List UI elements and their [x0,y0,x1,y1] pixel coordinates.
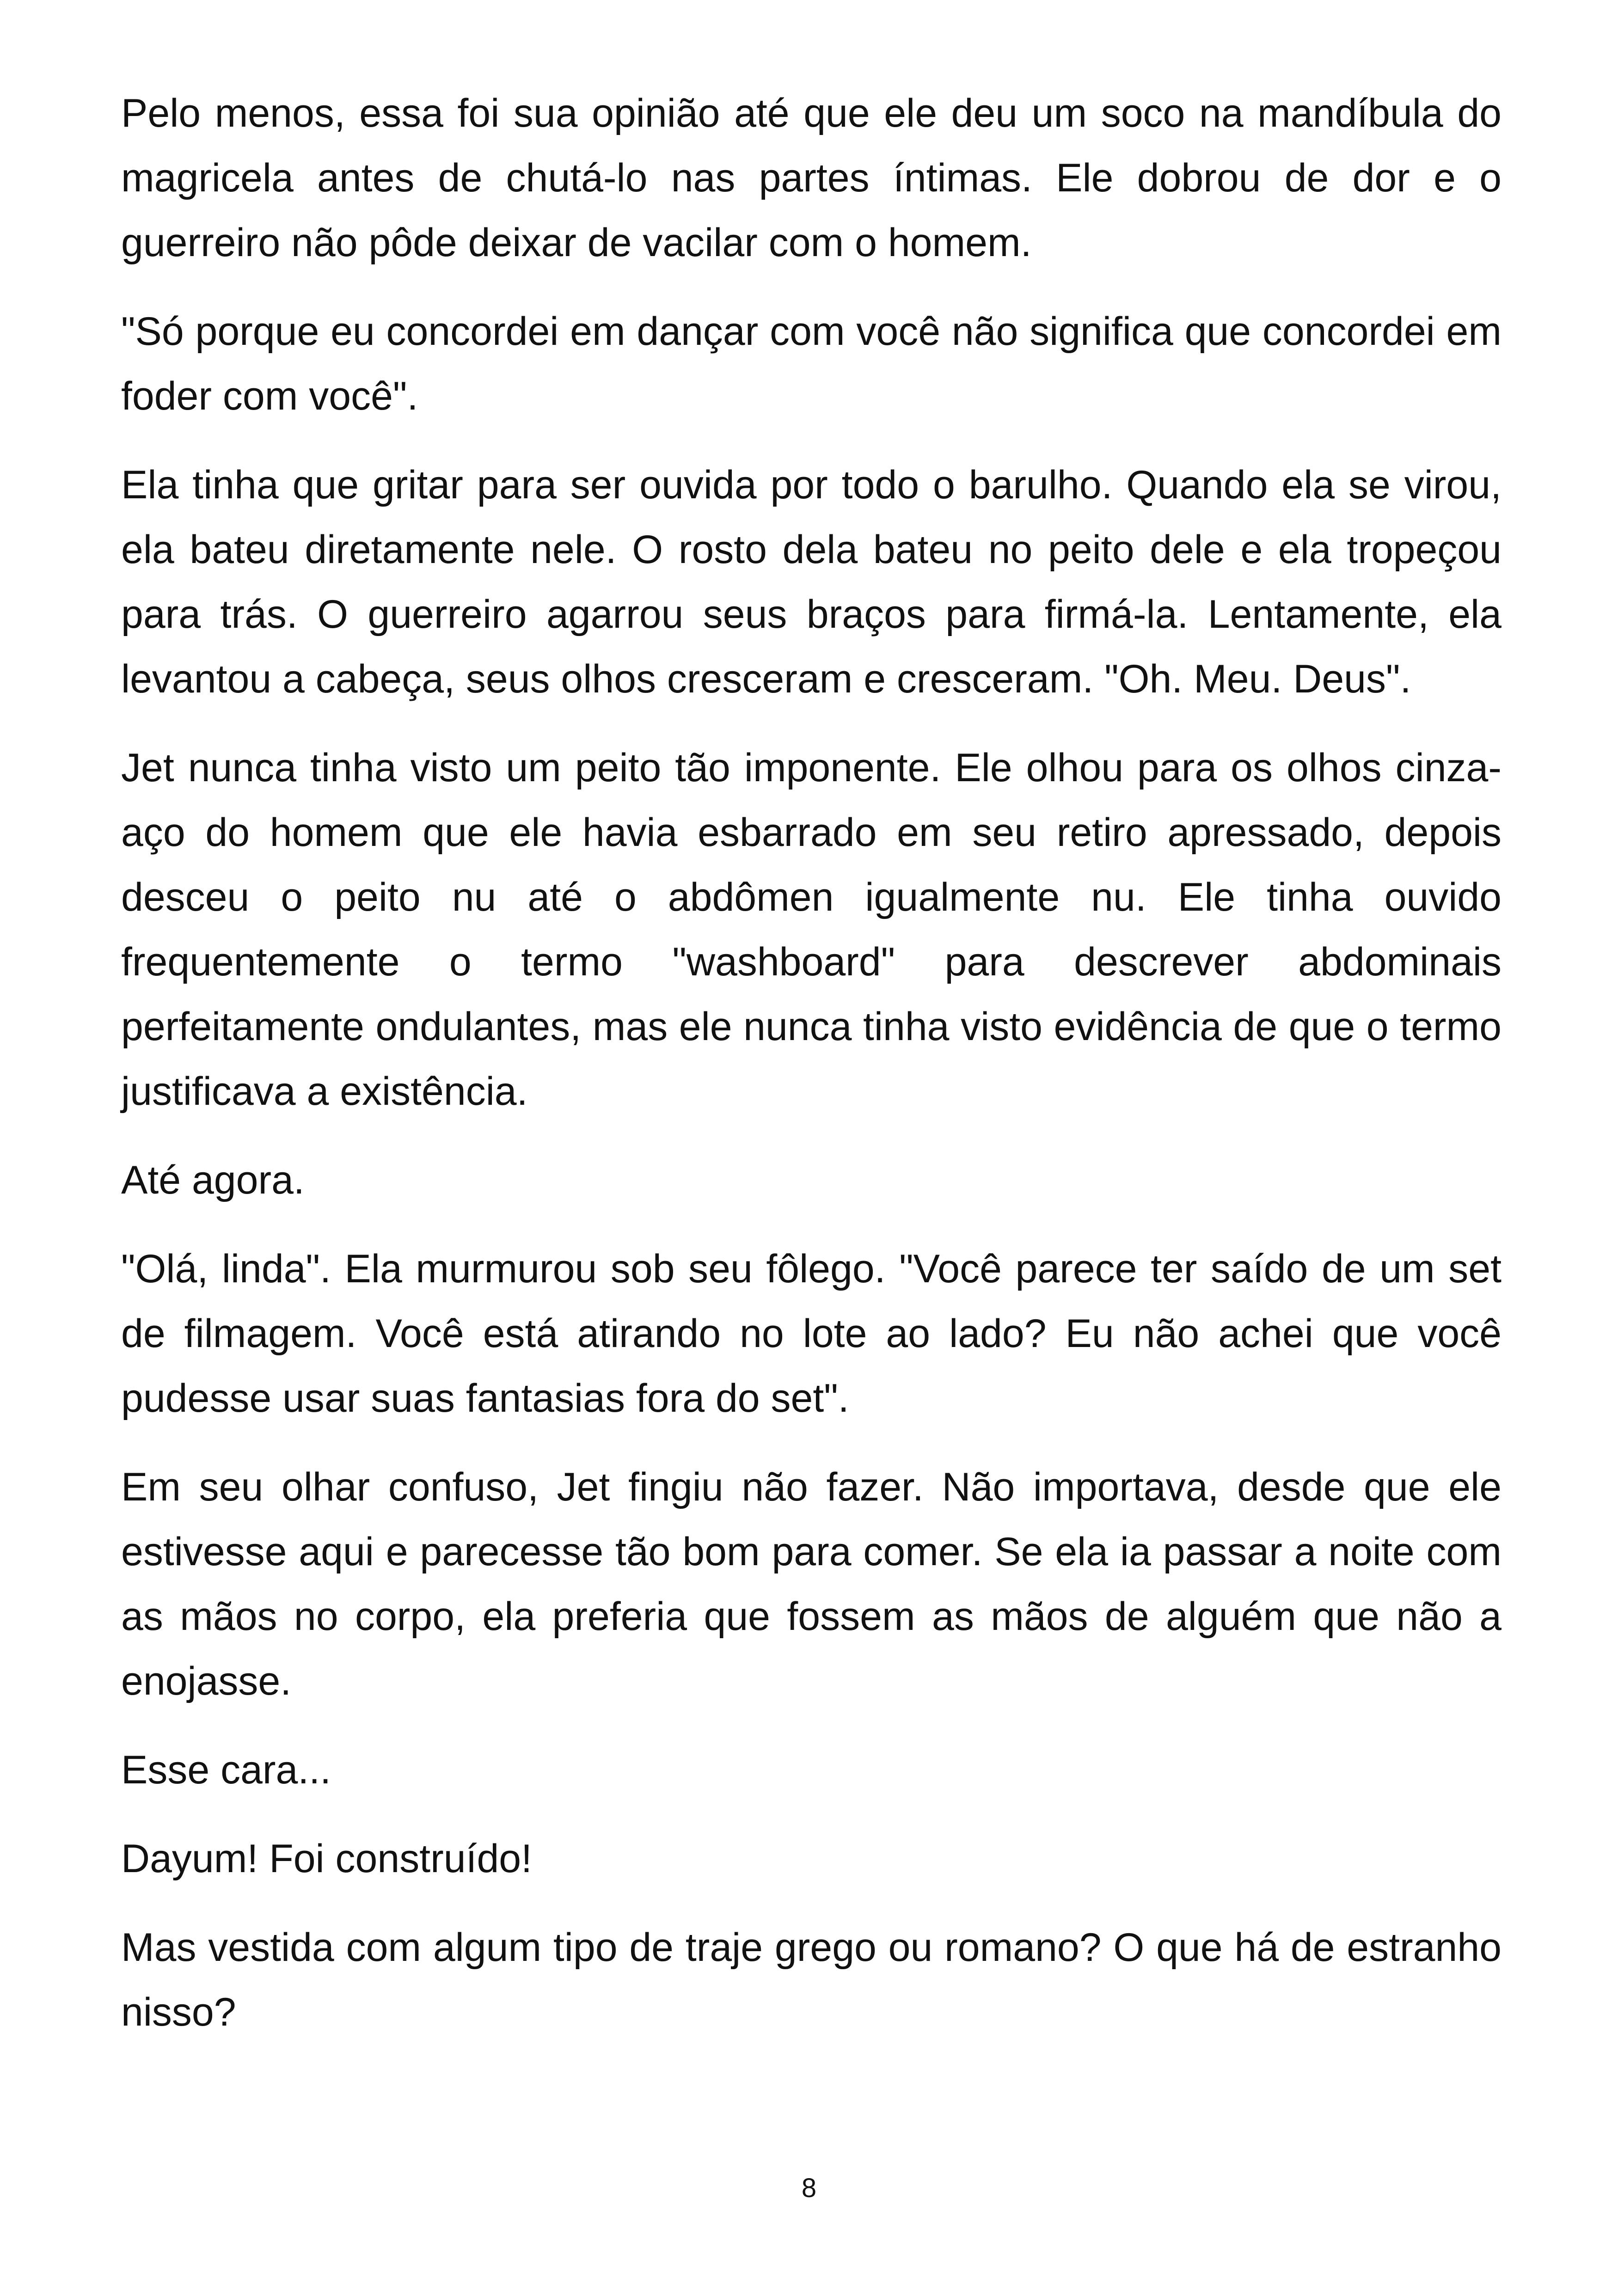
paragraph-9: Dayum! Foi construído! [121,1837,533,1881]
body-text [121,81,1502,2069]
paragraph-1: Pelo menos, essa foi sua opinião até que ele deu um soco na mandíbula do magricela antes de chutá-lo nas partes íntimas. Ele dobrou de dor e o guerreiro não pôde deixar de vacilar com o homem. [121,91,1502,265]
paragraph-2: "Só porque eu concordei em dançar com você não significa que concordei em foder com você". [121,309,1502,418]
page-number: 8 [801,2173,817,2203]
paragraph-7: Em seu olhar confuso, Jet fingiu não fazer. Não importava, desde que ele estivesse aqui e parecesse tão bom para comer. Se ela ia passar a noite com as mãos no corpo, ela preferia que fossem as mãos de alguém que não a enojasse. [121,1465,1502,1703]
paragraph-10: Mas vestida com algum tipo de traje grego ou romano? O que há de estranho nisso? [121,1925,1502,2034]
paragraph-4: Jet nunca tinha visto um peito tão imponente. Ele olhou para os olhos cinza-aço do homem que ele havia esbarrado em seu retiro apressado, depois desceu o peito nu até o abdômen igualmente nu. Ele tinha ouvido frequentemente o termo "washboard" para descrever abdominais perfeitamente ondulantes, mas ele nunca tinha visto evidência de que o termo justificava a existência. [121,746,1502,1114]
paragraph-3: Ela tinha que gritar para ser ouvida por todo o barulho. Quando ela se virou, ela bateu diretamente nele. O rosto dela bateu no peito dele e ela tropeçou para trás. O guerreiro agarrou seus braços para firmá-la. Lentamente, ela levantou a cabeça, seus olhos cresceram e cresceram. "Oh. Meu. Deus". [121,463,1502,701]
paragraph-8: Esse cara... [121,1748,331,1792]
paragraph-5: Até agora. [121,1158,305,1202]
paragraph-6: "Olá, linda". Ela murmurou sob seu fôlego. "Você parece ter saído de um set de filmagem. Você está atirando no lote ao lado? Eu não achei que você pudesse usar suas fantasias fora do set". [121,1247,1502,1420]
